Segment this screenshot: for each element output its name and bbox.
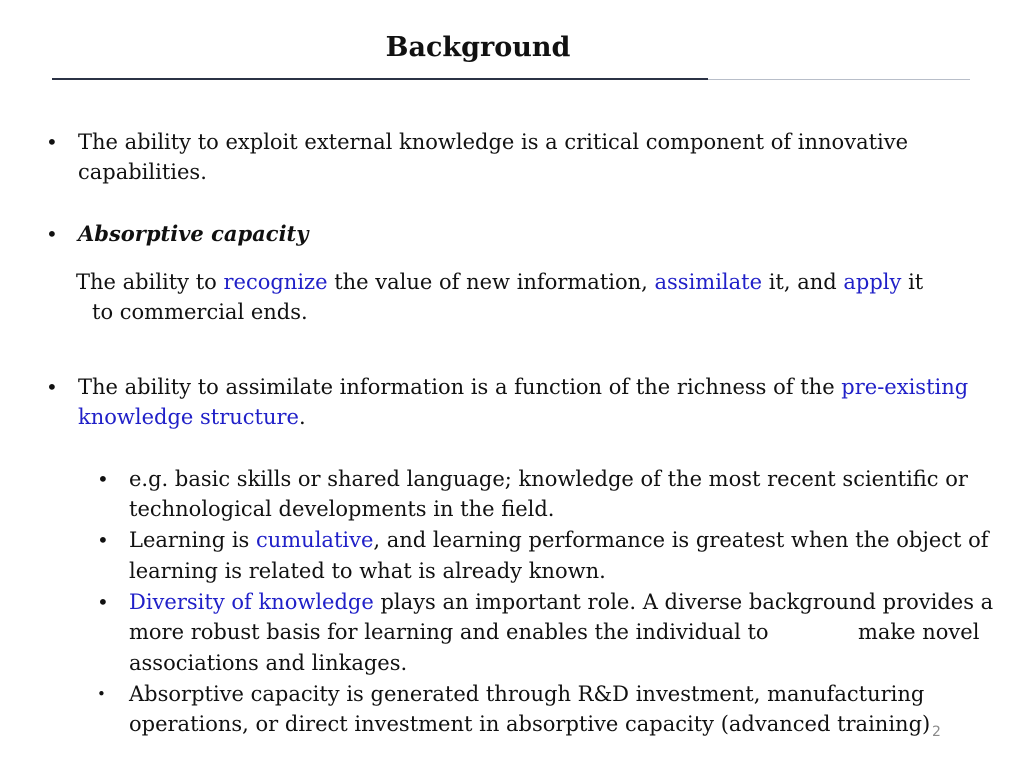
sub-bullet-text-line: associations and linkages. bbox=[129, 651, 408, 675]
sub-bullet-text-line: operations, or direct investment in absorptive capacity (advanced training) bbox=[129, 712, 931, 736]
bullet-marker: • bbox=[46, 130, 58, 154]
definition-text: the value of new information, bbox=[327, 270, 655, 294]
bullet-marker: • bbox=[46, 375, 58, 399]
sub-bullet-text-line bbox=[129, 525, 989, 556]
sub-bullet-text-line: learning is related to what is already known. bbox=[129, 559, 606, 583]
sub-bullet-text-line: technological developments in the field. bbox=[129, 497, 555, 521]
term-heading: Absorptive capacity bbox=[78, 221, 309, 246]
title-underline-light bbox=[708, 79, 970, 80]
bullet-text-line: The ability to exploit external knowledge is a critical component of innovative bbox=[78, 130, 909, 154]
definition-text: The ability to bbox=[76, 270, 224, 294]
definition-text: it, and bbox=[762, 270, 844, 294]
title-underline-dark bbox=[52, 78, 708, 80]
sub-bullet-marker: • bbox=[97, 590, 109, 614]
sub-bullet-text-line: make novel bbox=[858, 620, 980, 644]
bullet-marker: • bbox=[46, 222, 58, 246]
highlight-cumulative: cumulative bbox=[255, 528, 374, 552]
sub-bullet-text-line: Absorptive capacity is generated through R&D investment, manufacturing bbox=[129, 682, 925, 706]
bullet-text: . bbox=[298, 405, 306, 429]
bullet-text: The ability to assimilate information is a function of the richness of the bbox=[78, 375, 842, 399]
definition-line: to commercial ends. bbox=[92, 300, 308, 324]
highlight-apply: apply bbox=[843, 270, 902, 294]
highlight-recognize: recognize bbox=[223, 270, 328, 294]
bullet-text-line bbox=[78, 402, 306, 433]
sub-bullet-marker: • bbox=[97, 685, 106, 703]
highlight-pre-existing: pre-existing bbox=[841, 375, 969, 399]
sub-bullet-text: , and learning performance is greatest when the object of bbox=[373, 528, 989, 552]
bullet-text-line bbox=[78, 372, 968, 403]
sub-bullet-text: Learning is bbox=[129, 528, 256, 552]
slide-title: Background bbox=[385, 32, 571, 63]
sub-bullet-text: plays an important role. A diverse background provides a bbox=[373, 590, 994, 614]
bullet-text-line: capabilities. bbox=[78, 160, 207, 184]
sub-bullet-text-line: e.g. basic skills or shared language; knowledge of the most recent scientific or bbox=[129, 467, 968, 491]
highlight-assimilate: assimilate bbox=[654, 270, 763, 294]
sub-bullet-text-line: more robust basis for learning and enables the individual to bbox=[129, 620, 769, 644]
highlight-knowledge-structure: knowledge structure bbox=[78, 405, 299, 429]
definition-text: it bbox=[901, 270, 924, 294]
highlight-diversity-of-knowledge: Diversity of knowledge bbox=[129, 590, 374, 614]
sub-bullet-marker: • bbox=[97, 528, 109, 552]
definition-line bbox=[76, 267, 923, 298]
page-number: 2 bbox=[932, 724, 941, 740]
sub-bullet-marker: • bbox=[97, 467, 109, 491]
sub-bullet-text-line bbox=[129, 587, 993, 618]
